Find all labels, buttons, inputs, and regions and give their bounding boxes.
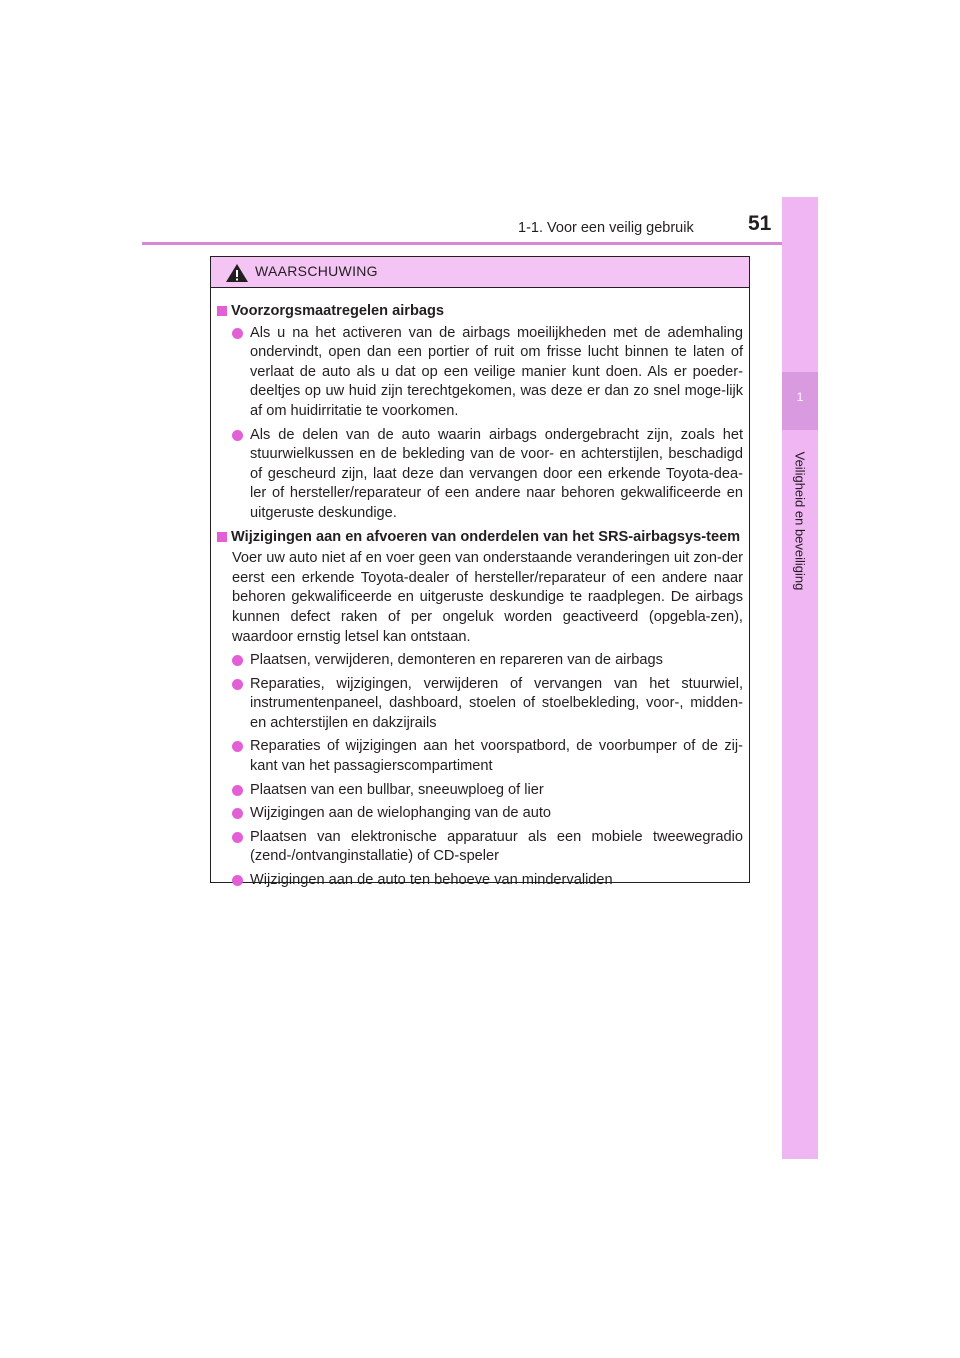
round-bullet-icon — [232, 655, 243, 666]
list-item-text: Als de delen van de auto waarin airbags ondergebracht zijn, zoals het stuurwielkussen en de bekleding van de voor- en achterstijlen, beschadigd of gescheurd zijn, laat deze dan vervangen door een erkende Toyota-dea-ler of hersteller/reparateur of een andere naar behoren gekwalificeerde en uitgeruste deskundige. — [250, 426, 743, 521]
warning-triangle-icon — [225, 263, 249, 283]
header-rule — [142, 242, 818, 245]
list-item — [232, 324, 743, 422]
page-number: 51 — [748, 212, 772, 235]
round-bullet-icon — [232, 741, 243, 752]
warning-header — [211, 257, 749, 288]
list-item-text: Plaatsen van elektronische apparatuur als een mobiele tweewegradio (zend-/ontvanginstallatie) of CD-speler — [250, 828, 743, 865]
round-bullet-icon — [232, 430, 243, 441]
section-heading — [217, 302, 743, 322]
section-heading — [217, 528, 743, 548]
round-bullet-icon — [232, 785, 243, 796]
square-bullet-icon — [217, 306, 227, 316]
square-bullet-icon — [217, 532, 227, 542]
list-item-text: Als u na het activeren van de airbags moeilijkheden met de ademhaling ondervindt, open dan een portier of ruit om frisse lucht binnen te laten of verlaat de auto als u dat op een veilige manier kunt doen. Als er poeder-deeltjes op uw huid zijn terechtgekomen, was deze er dan zo snel moge-lijk af om huidirritatie te voorkomen. — [250, 324, 743, 419]
list-item-text: Wijzigingen aan de auto ten behoeve van mindervaliden — [250, 872, 613, 889]
section-title: 1-1. Voor een veilig gebruik — [518, 220, 694, 236]
chapter-number: 1 — [796, 390, 804, 404]
round-bullet-icon — [232, 808, 243, 819]
list-item — [232, 804, 743, 824]
warning-title: WAARSCHUWING — [255, 263, 378, 279]
round-bullet-icon — [232, 832, 243, 843]
round-bullet-icon — [232, 875, 243, 886]
section-heading-text: Wijzigingen aan en afvoeren van onderdelen van het SRS-airbagsys-teem — [231, 528, 741, 545]
list-item — [232, 828, 743, 867]
chapter-title: Veiligheid en beveiliging — [792, 451, 808, 591]
list-item — [232, 871, 743, 891]
round-bullet-icon — [232, 679, 243, 690]
list-item — [232, 651, 743, 671]
list-item-text: Wijzigingen aan de wielophanging van de auto — [250, 805, 552, 822]
list-item-text: Reparaties, wijzigingen, verwijderen of vervangen van het stuurwiel, instrumentenpaneel, dashboard, stoelen of stoelbekleding, voor-, midden- en achterstijlen en dakzijrails — [250, 675, 743, 731]
warning-box — [210, 256, 750, 889]
section-paragraph: Voer uw auto niet af en voer geen van onderstaande veranderingen uit zon-der eerst een erkende Toyota-dealer of hersteller/reparateur of een andere naar behoren gekwalificeerde en uitgeruste deskundige te raadplegen. De airbags kunnen defect raken of per ongeluk worden geactiveerd (opgebla-zen), waardoor ernstig letsel kan ontstaan. — [232, 550, 743, 645]
section-heading-text: Voorzorgsmaatregelen airbags — [231, 303, 445, 319]
list-item-text: Plaatsen, verwijderen, demonteren en repareren van de airbags — [250, 652, 663, 669]
list-item — [232, 675, 743, 734]
warning-body — [211, 288, 749, 891]
list-item — [232, 737, 743, 776]
round-bullet-icon — [232, 328, 243, 339]
list-item-text: Plaatsen van een bullbar, sneeuwploeg of lier — [250, 781, 544, 798]
list-item — [232, 426, 743, 524]
list-item-text: Reparaties of wijzigingen aan het voorspatbord, de voorbumper of de zij-kant van het passagierscompartiment — [250, 738, 743, 775]
chapter-side-tab — [782, 197, 818, 1159]
list-item — [232, 781, 743, 801]
